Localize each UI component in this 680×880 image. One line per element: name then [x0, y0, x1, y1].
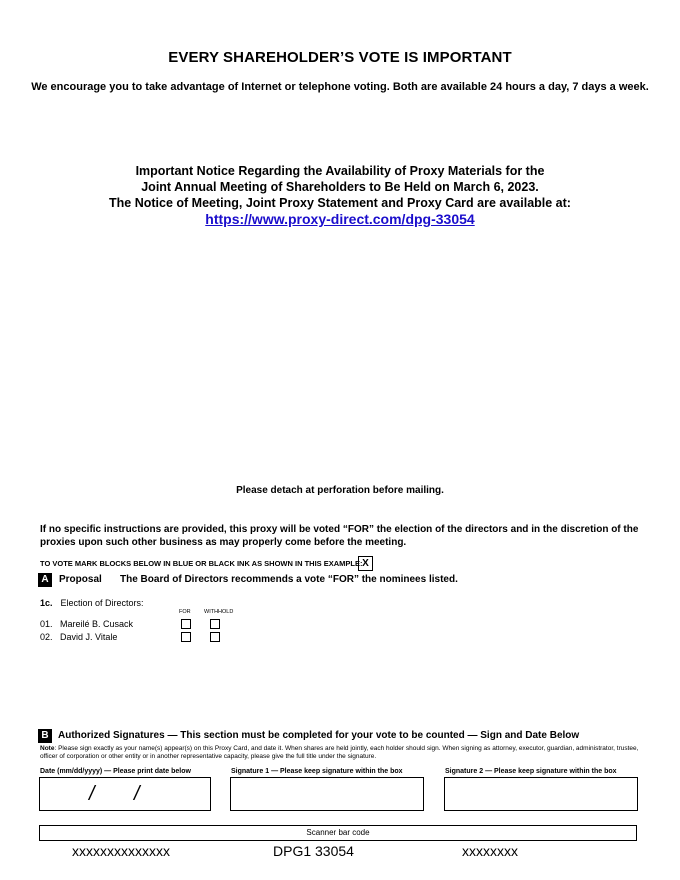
section-b-badge: B — [38, 729, 52, 743]
signature-2-label: Signature 2 — Please keep signature within the box — [445, 768, 617, 775]
date-field[interactable] — [39, 777, 211, 811]
signature-1-field[interactable] — [230, 777, 424, 811]
nominee-row — [40, 619, 133, 629]
mark-example-text: TO VOTE MARK BLOCKS BELOW IN BLUE OR BLACK INK AS SHOWN IN THIS EXAMPLE: — [40, 559, 363, 568]
nominee-number: 01. — [40, 619, 53, 629]
nominee-2-withhold-checkbox[interactable] — [210, 632, 220, 642]
nominee-1-for-checkbox[interactable] — [181, 619, 191, 629]
signature-note — [40, 745, 640, 761]
proxy-url-row — [0, 211, 680, 229]
date-separator: / — [89, 783, 95, 805]
voting-instructions: If no specific instructions are provided, this proxy will be voted “FOR” the election of the directors and in the discretion of the proxies upon such other business as may properly come before the meeting. — [40, 524, 639, 548]
notice-line-3: The Notice of Meeting, Joint Proxy Statement and Proxy Card are available at: — [109, 196, 571, 210]
code-middle: DPG1 33054 — [273, 843, 354, 859]
election-heading — [40, 598, 144, 608]
note-text: : Please sign exactly as your name(s) appear(s) on this Proxy Card, and date it. When shares are held jointly, each holder should sign. When signing as attorney, executor, guardian, administrator, trustee, officer of corporation or other entity or in another representative capacity, please give the full title under the signature. — [40, 745, 639, 760]
mark-example-box: X — [358, 556, 373, 571]
date-separator: / — [134, 783, 140, 805]
proxy-materials-link[interactable]: https://www.proxy-direct.com/dpg-33054 — [205, 211, 475, 227]
signatures-title: Authorized Signatures — This section must be completed for your vote to be counted — Sign and Date Below — [58, 730, 580, 741]
nominee-2-for-checkbox[interactable] — [181, 632, 191, 642]
column-for-label: FOR — [179, 609, 191, 615]
nominee-number: 02. — [40, 632, 53, 642]
nominee-name: Mareilé B. Cusack — [60, 619, 134, 629]
date-field-label: Date (mm/dd/yyyy) — Please print date below — [40, 768, 191, 775]
election-label: Election of Directors: — [60, 598, 144, 608]
notice-line-1: Important Notice Regarding the Availability of Proxy Materials for the — [135, 164, 545, 178]
notice-line-2: Joint Annual Meeting of Shareholders to Be Held on March 6, 2023. — [141, 180, 539, 194]
voting-encouragement: We encourage you to take advantage of Internet or telephone voting. Both are available 24 hours a day, 7 days a week. — [31, 81, 649, 93]
code-left: xxxxxxxxxxxxxx — [72, 843, 170, 859]
election-number: 1c. — [40, 598, 53, 608]
column-withhold-label: WITHHOLD — [204, 609, 234, 615]
note-label: Note — [40, 745, 55, 752]
nominee-name: David J. Vitale — [60, 632, 118, 642]
code-right: xxxxxxxx — [462, 843, 518, 859]
signature-2-field[interactable] — [444, 777, 638, 811]
board-recommendation: The Board of Directors recommends a vote “FOR” the nominees listed. — [120, 574, 458, 585]
signature-1-label: Signature 1 — Please keep signature within the box — [231, 768, 403, 775]
detach-notice: Please detach at perforation before mailing. — [236, 485, 444, 496]
page-title: EVERY SHAREHOLDER’S VOTE IS IMPORTANT — [168, 49, 512, 66]
nominee-row — [40, 632, 117, 642]
scanner-barcode-box: Scanner bar code — [39, 825, 637, 841]
proposal-label: Proposal — [59, 574, 102, 585]
nominee-1-withhold-checkbox[interactable] — [210, 619, 220, 629]
section-a-badge: A — [38, 573, 52, 587]
